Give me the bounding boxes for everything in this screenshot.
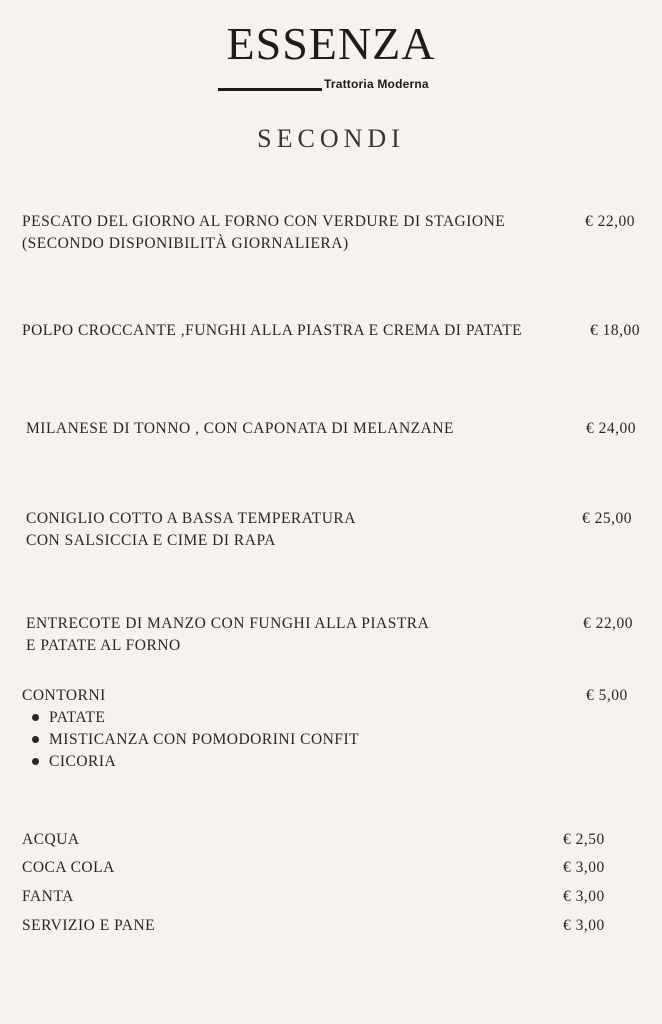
contorni-title: CONTORNI	[22, 687, 106, 704]
contorno-item: MISTICANZA CON POMODORINI CONFIT	[49, 731, 360, 748]
dish-price: € 18,00	[590, 322, 640, 339]
dish-note: (SECONDO DISPONIBILITÀ GIORNALIERA)	[22, 235, 349, 252]
dish-name: ENTRECOTE DI MANZO CON FUNGHI ALLA PIASTRA	[26, 615, 430, 632]
dish-price: € 25,00	[582, 510, 632, 527]
extra-name: ACQUA	[22, 831, 80, 848]
bullet-icon	[32, 736, 39, 743]
extra-price: € 3,00	[563, 859, 605, 876]
restaurant-name: ESSENZA	[226, 18, 436, 69]
extra-price: € 2,50	[563, 831, 605, 848]
extra-name: FANTA	[22, 888, 74, 905]
dish-price: € 22,00	[585, 213, 635, 230]
extra-price: € 3,00	[563, 917, 605, 934]
dish-name: MILANESE DI TONNO , CON CAPONATA DI MELANZANE	[26, 420, 454, 437]
dish-name: POLPO CROCCANTE ,FUNGHI ALLA PIASTRA E CREMA DI PATATE	[22, 322, 523, 339]
bullet-icon	[32, 714, 39, 721]
dish-name: PESCATO DEL GIORNO AL FORNO CON VERDURE DI STAGIONE	[22, 213, 506, 230]
restaurant-tagline: Trattoria Moderna	[324, 77, 429, 91]
dish-note: CON SALSICCIA E CIME DI RAPA	[26, 532, 276, 549]
header-divider	[218, 88, 322, 91]
extra-price: € 3,00	[563, 888, 605, 905]
contorno-item: PATATE	[49, 709, 106, 726]
contorni-price: € 5,00	[586, 687, 628, 704]
dish-price: € 24,00	[586, 420, 636, 437]
section-title: SECONDI	[257, 124, 405, 153]
extra-name: SERVIZIO E PANE	[22, 917, 156, 934]
extra-name: COCA COLA	[22, 859, 115, 876]
dish-price: € 22,00	[583, 615, 633, 632]
contorno-item: CICORIA	[49, 753, 117, 770]
dish-name: CONIGLIO COTTO A BASSA TEMPERATURA	[26, 510, 356, 527]
bullet-icon	[32, 758, 39, 765]
dish-note: E PATATE AL FORNO	[26, 637, 181, 654]
